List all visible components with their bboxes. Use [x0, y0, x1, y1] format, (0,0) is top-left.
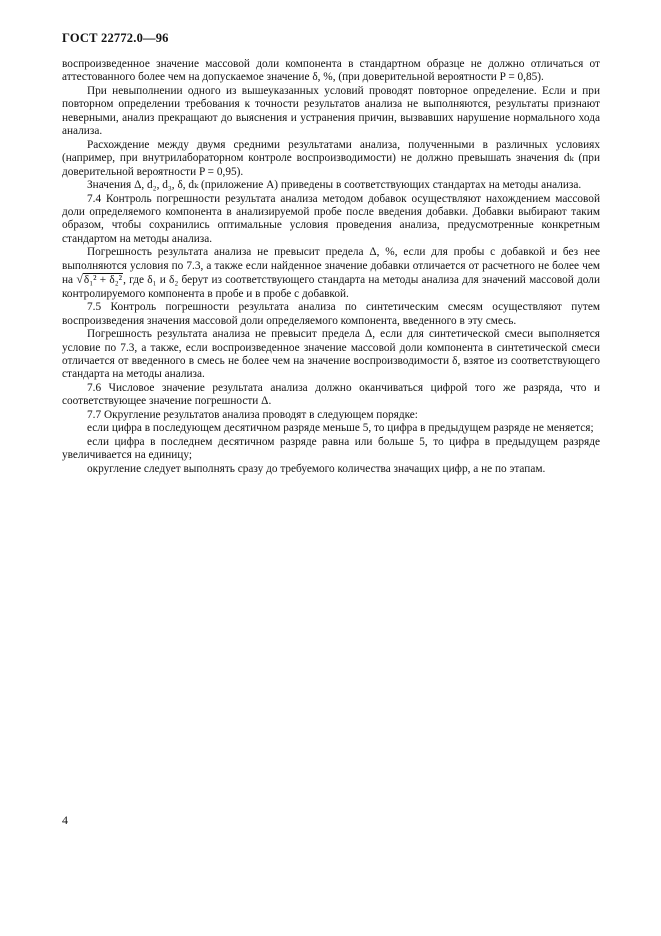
paragraph: При невыполнении одного из вышеуказанных условий проводят повторное определение. Если и при повторном определении требования к точности результатов анализа не выполняются, результаты признают неверными, анализ прекращают до выяснения и устранения причин, вызвавших нарушение нормального хода анализа. — [62, 84, 600, 138]
paragraph-text: , где δ₁ и δ₂ берут из соответствующего стандарта на методы анализа для значений массовой доли контролируемого компонента в пробе и в пробе с добавкой. — [62, 274, 600, 300]
formula-text: δ₁² + δ₂² — [83, 274, 123, 287]
paragraph: воспроизведенное значение массовой доли компонента в стандартном образце не должно отличаться от аттестованного более чем на допускаемое значение δ, %, (при доверительной вероятности P = 0,85). — [62, 58, 600, 84]
document-body — [62, 58, 600, 476]
paragraph: Значения Δ, d₂, d₃, δ, dₖ (приложение А) приведены в соответствующих стандартах на методы анализа. — [87, 179, 582, 192]
list-item: если цифра в последнем десятичном разряде равна или больше 5, то цифра в предыдущем разряде увеличивается на единицу; — [62, 435, 600, 462]
sqrt-formula — [76, 274, 123, 286]
paragraph-text: Погрешность результата анализа не превысит предела Δ, %, если для пробы с добавкой и без нее выполняются условия по 7.3, а также если найденное значение добавки отличается от расчетного не более чем на — [62, 246, 600, 287]
list-item: если цифра в последующем десятичном разряде меньше 5, то цифра в предыдущем разряде не меняется; — [87, 422, 594, 435]
section-7-7: 7.7 Округление результатов анализа проводят в следующем порядке: — [87, 408, 418, 421]
list-item: округление следует выполнять сразу до требуемого количества значащих цифр, а не по этапам. — [87, 462, 546, 475]
section-7-6: 7.6 Числовое значение результата анализа должно оканчиваться цифрой того же разряда, что и соответствующее значение погрешности Δ. — [62, 381, 600, 408]
paragraph: Погрешность результата анализа не превысит предела Δ, если для синтетической смеси выполняется условие по 7.3, а также, если воспроизведенное значение массовой доли компонента в синтетической смеси отличается от введенного в смесь не более чем на значение воспроизводимости δ, взятое из соответствующего стандарта на методы анализа. — [62, 328, 600, 381]
sqrt-sign: √ — [76, 272, 83, 287]
paragraph-with-formula — [62, 246, 600, 301]
section-7-5: 7.5 Контроль погрешности результата анализа по синтетическим смесям осуществляют путем воспроизведения значения массовой доли определяемого компонента, введенного в эту смесь. — [62, 301, 600, 327]
document-header: ГОСТ 22772.0—96 — [62, 31, 169, 45]
section-7-4: 7.4 Контроль погрешности результата анализа методом добавок осуществляют нахождением массовой доли определяемого компонента в анализируемой пробе после введения добавки. Добавки выбирают таким образом, чтобы сохранились оптимальные условия проведения анализа, предусмотренные конкретным стандартом на методы анализа. — [62, 192, 600, 245]
paragraph: Расхождение между двумя средними результатами анализа, полученными в различных условиях (например, при внутрилабораторном контроле воспроизводимости) не должно превышать значения dₖ (при доверительной вероятности P = 0,95). — [62, 138, 600, 178]
page-number: 4 — [62, 813, 68, 827]
